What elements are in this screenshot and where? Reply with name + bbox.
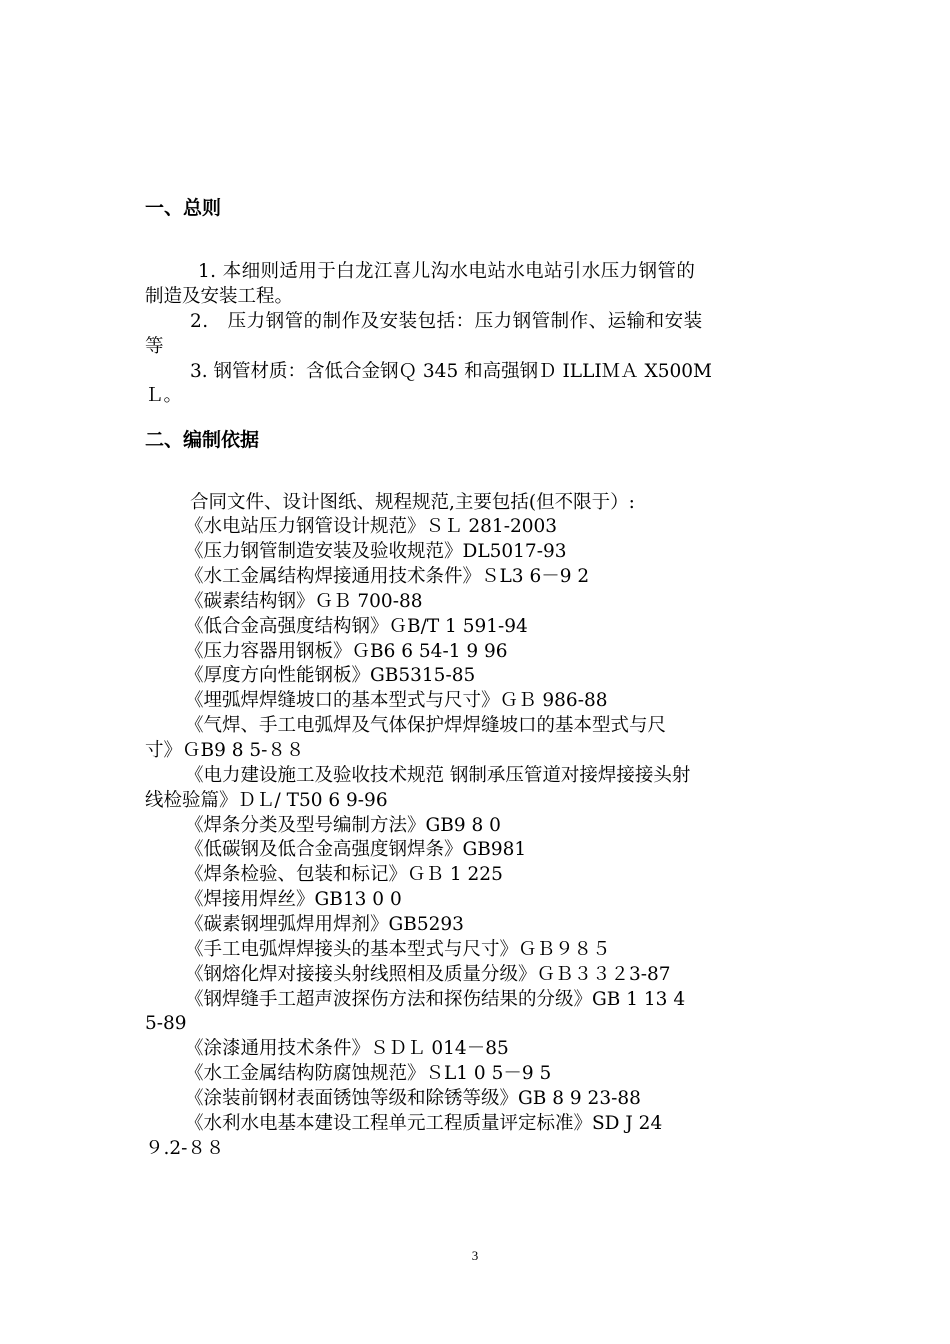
text-line: Ｌ。 bbox=[145, 385, 183, 406]
reference-item: 《涂漆通用技术条件》ＳＤＬ 014－85 bbox=[185, 1038, 509, 1059]
reference-item: 《手工电弧焊焊接头的基本型式与尺寸》ＧＢ９８５ bbox=[185, 939, 611, 960]
reference-item: 《埋弧焊焊缝坡口的基本型式与尺寸》ＧＢ 986-88 bbox=[185, 690, 608, 711]
reference-item: 《钢焊缝手工超声波探伤方法和探伤结果的分级》GB 1 13 4 bbox=[185, 989, 686, 1010]
reference-item: 《碳素钢埋弧焊用焊剂》GB5293 bbox=[185, 914, 464, 935]
reference-item: 《水电站压力钢管设计规范》ＳＬ 281-2003 bbox=[185, 516, 558, 537]
section-heading-basis: 二、编制依据 bbox=[145, 429, 260, 451]
text-line: 1. 本细则适用于白龙江喜儿沟水电站水电站引水压力钢管的 bbox=[198, 261, 696, 282]
text-line: 制造及安装工程。 bbox=[145, 286, 294, 307]
text-line: 3. 钢管材质：含低合金钢Ｑ 345 和高强钢Ｄ ILLIＭＡ X500M bbox=[190, 361, 712, 382]
reference-item: 《气焊、手工电弧焊及气体保护焊焊缝坡口的基本型式与尺 bbox=[185, 715, 667, 736]
reference-item: 《电力建设施工及验收技术规范 钢制承压管道对接焊接接头射 bbox=[185, 765, 691, 786]
text-line: 合同文件、设计图纸、规程规范,主要包括(但不限于）: bbox=[190, 492, 635, 513]
reference-item: 《厚度方向性能钢板》GB5315-85 bbox=[185, 665, 476, 686]
reference-item: 《水工金属结构防腐蚀规范》ＳL1 0 5－9 5 bbox=[185, 1063, 552, 1084]
reference-item: 《压力钢管制造安装及验收规范》DL5017-93 bbox=[185, 541, 567, 562]
page-number: 3 bbox=[471, 1248, 479, 1263]
reference-item: 《水工金属结构焊接通用技术条件》ＳL3 6－9 2 bbox=[185, 566, 590, 587]
reference-item: 《焊接用焊丝》GB13 0 0 bbox=[185, 889, 402, 910]
reference-item: 《焊条分类及型号编制方法》GB9 8 0 bbox=[185, 815, 501, 836]
reference-item: 《焊条检验、包装和标记》ＧＢ 1 225 bbox=[185, 864, 503, 885]
reference-item: 《低碳钢及低合金高强度钢焊条》GB981 bbox=[185, 839, 527, 860]
reference-item: 《水利水电基本建设工程单元工程质量评定标准》SD J 24 bbox=[185, 1113, 663, 1134]
section-heading-general: 一、总则 bbox=[145, 197, 222, 219]
reference-item-continued: 5-89 bbox=[145, 1013, 187, 1034]
reference-item: 《涂装前钢材表面锈蚀等级和除锈等级》GB 8 9 23-88 bbox=[185, 1088, 641, 1109]
reference-item: 《低合金高强度结构钢》ＧB/T 1 591-94 bbox=[185, 616, 528, 637]
reference-item: 《钢熔化焊对接接头射线照相及质量分级》ＧＢ３３２3-87 bbox=[185, 964, 671, 985]
reference-item-continued: 线检验篇》ＤＬ/ T50 6 9-96 bbox=[145, 790, 388, 811]
reference-item-continued: ９.2-８８ bbox=[145, 1138, 225, 1159]
reference-item: 《碳素结构钢》ＧＢ 700-88 bbox=[185, 591, 423, 612]
text-line: 等 bbox=[145, 336, 164, 357]
reference-item: 《压力容器用钢板》ＧB6 6 54-1 9 96 bbox=[185, 641, 508, 662]
text-line: 2. 压力钢管的制作及安装包括：压力钢管制作、运输和安装 bbox=[190, 311, 703, 332]
reference-item-continued: 寸》ＧB9 8 5-８８ bbox=[145, 740, 305, 761]
